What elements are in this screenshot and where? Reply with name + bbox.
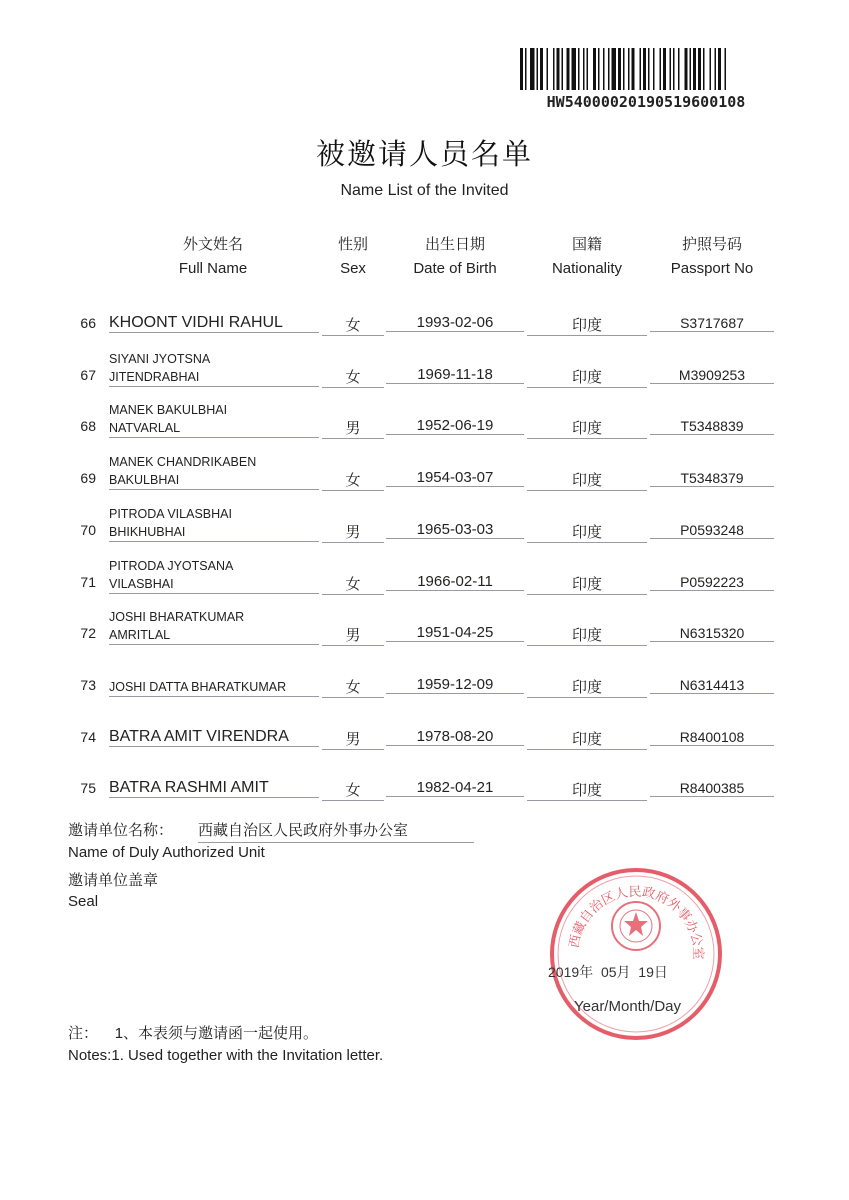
nationality: 印度 (527, 779, 647, 801)
table-row (0, 505, 849, 557)
nationality: 印度 (527, 314, 647, 336)
passport-number: N6315320 (650, 625, 774, 642)
table-row (0, 453, 849, 505)
nationality: 印度 (527, 624, 647, 646)
full-name: BATRA AMIT VIRENDRA (109, 728, 319, 747)
full-name: PITRODA VILASBHAI BHIKHUBHAI (109, 505, 319, 542)
sex: 男 (322, 624, 384, 646)
full-name: KHOONT VIDHI RAHUL (109, 314, 319, 333)
header-nationality: 国籍 Nationality (551, 236, 623, 277)
full-name: SIYANI JYOTSNA JITENDRABHAI (109, 350, 319, 387)
row-number: 75 (80, 780, 96, 797)
sex: 女 (322, 779, 384, 801)
sex: 女 (322, 469, 384, 491)
sex: 女 (322, 573, 384, 595)
header-passport: 护照号码 Passport No (670, 236, 754, 277)
passport-number: T5348839 (650, 418, 774, 435)
table-row (0, 557, 849, 609)
sex: 女 (322, 366, 384, 388)
date-of-birth: 1966-02-11 (386, 573, 524, 591)
full-name: MANEK CHANDRIKABEN BAKULBHAI (109, 453, 319, 490)
full-name: BATRA RASHMI AMIT (109, 779, 319, 798)
date-label-en: Year/Month/Day (574, 998, 682, 1015)
row-number: 72 (80, 625, 96, 642)
row-number: 68 (80, 418, 96, 435)
passport-number: R8400108 (650, 729, 774, 746)
passport-number: P0592223 (650, 574, 774, 591)
sex: 男 (322, 417, 384, 439)
row-number: 71 (80, 573, 96, 590)
full-name: JOSHI BHARATKUMAR AMRITLAL (109, 608, 319, 645)
table-row (0, 608, 849, 660)
barcode-number: HW5400002019051960010‍8 (546, 93, 746, 111)
header-full-name: 外文姓名 Full Name (178, 236, 248, 277)
passport-number: T5348379 (650, 470, 774, 487)
sex: 男 (322, 521, 384, 543)
table-row (0, 350, 849, 402)
header-dob: 出生日期 Date of Birth (413, 236, 497, 277)
date-line: 2019年 05月 19日 (548, 964, 668, 980)
nationality: 印度 (527, 728, 647, 750)
date-of-birth: 1982-04-21 (386, 779, 524, 797)
header-sex: 性别 Sex (337, 236, 368, 277)
nationality: 印度 (527, 417, 647, 439)
sex: 女 (322, 314, 384, 336)
nationality: 印度 (527, 573, 647, 595)
table-row (0, 712, 849, 764)
notes-cn: 注： 1、本表须与邀请函一起使用。 (68, 1025, 319, 1042)
full-name: JOSHI DATTA BHARATKUMAR (109, 678, 319, 697)
nationality: 印度 (527, 366, 647, 388)
table-row (0, 660, 849, 712)
passport-number: M3909253 (650, 367, 774, 384)
seal-arc-text: 西藏自治区人民政府外事办公室 (567, 884, 706, 960)
row-number: 67 (80, 366, 96, 383)
full-name: PITRODA JYOTSANA VILASBHAI (109, 557, 319, 594)
seal-label-cn: 邀请单位盖章 (68, 872, 159, 889)
unit-label-cn: 邀请单位名称： (68, 822, 174, 839)
nationality: 印度 (527, 676, 647, 698)
row-number: 74 (80, 728, 96, 745)
row-number: 73 (80, 676, 96, 693)
date-of-birth: 1993-02-06 (386, 314, 524, 332)
official-seal-stamp (548, 866, 724, 1042)
unit-name: 西藏自治区人民政府外事办公室 (198, 819, 474, 843)
date-of-birth: 1969-11-18 (386, 366, 524, 384)
date-of-birth: 1954-03-07 (386, 469, 524, 487)
row-number: 66 (80, 315, 96, 331)
national-emblem-icon (612, 902, 660, 950)
passport-number: N6314413 (650, 677, 774, 694)
seal-label-en: Seal (68, 893, 99, 910)
table-row (0, 763, 849, 815)
passport-number: P0593248 (650, 522, 774, 539)
row-number: 69 (80, 470, 96, 487)
date-of-birth: 1965-03-03 (386, 521, 524, 539)
sex: 女 (322, 676, 384, 698)
date-of-birth: 1959-12-09 (386, 676, 524, 694)
table-row (0, 401, 849, 453)
sex: 男 (322, 728, 384, 750)
nationality: 印度 (527, 521, 647, 543)
date-of-birth: 1952-06-19 (386, 417, 524, 435)
full-name: MANEK BAKULBHAI NATVARLAL (109, 401, 319, 438)
unit-label-en: Name of Duly Authorized Unit (68, 844, 265, 861)
notes-en: Notes:1. Used together with the Invitation letter. (68, 1047, 384, 1064)
nationality: 印度 (527, 469, 647, 491)
date-of-birth: 1978-08-20 (386, 728, 524, 746)
barcode (520, 48, 772, 90)
page-subtitle: Name List of the Invited (340, 182, 509, 199)
passport-number: S3717687 (650, 315, 774, 332)
table-row (0, 298, 849, 350)
passport-number: R8400385 (650, 780, 774, 797)
page-title: 被邀请人员名单 (315, 139, 533, 171)
row-number: 70 (80, 521, 96, 538)
date-of-birth: 1951-04-25 (386, 624, 524, 642)
